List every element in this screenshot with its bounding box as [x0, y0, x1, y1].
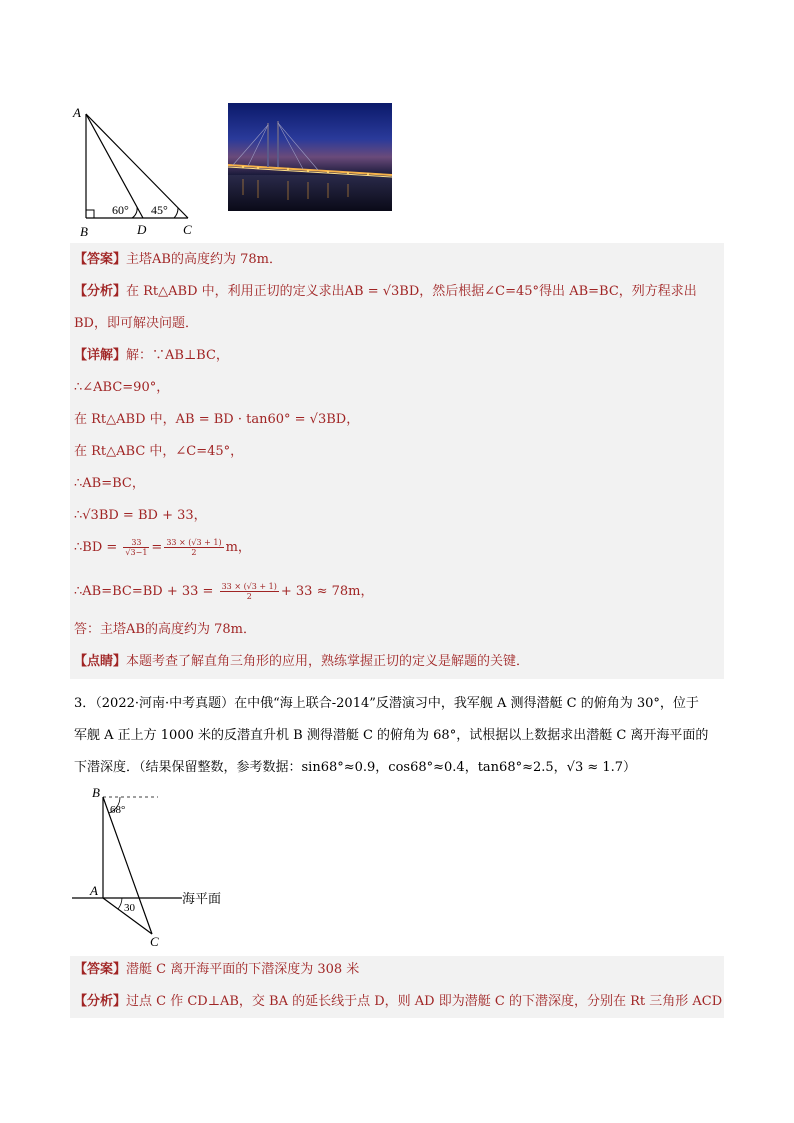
bridge-night-photo — [228, 103, 392, 211]
detail-line-7-post: m， — [225, 540, 251, 555]
triangle-figure-2 — [70, 782, 240, 952]
analysis-line-2: BD，即可解决问题． — [74, 316, 198, 331]
detail-line-2: ∴∠ABC=90°， — [74, 380, 170, 395]
answer-text: 主塔AB的高度约为 78m． — [126, 252, 282, 267]
detail-line-5: ∴AB=BC， — [74, 476, 145, 491]
answer-line-3 — [74, 962, 359, 978]
label-B-2: B — [92, 785, 100, 800]
label-A: A — [73, 105, 81, 120]
detail-line-8 — [74, 582, 373, 601]
triangle-figure-1 — [70, 100, 200, 240]
analysis-line-1 — [74, 284, 697, 300]
answer-tag: 【答案】 — [74, 252, 127, 267]
detail-tag: 【详解】 — [74, 348, 127, 363]
answer-line — [74, 252, 282, 268]
fraction-3 — [220, 582, 279, 601]
angle-30-label: 30 — [124, 902, 135, 914]
angle-68-label: 68° — [110, 804, 126, 816]
detail-line-7-eq: = — [151, 540, 163, 555]
analysis-text-1: 在 Rt△ABD 中，利用正切的定义求出AB = √3BD，然后根据∠C=45°得出 AB=BC，列方程求出 — [126, 284, 697, 299]
answer-text-3: 潜艇 C 离开海平面的下潜深度为 308 米 — [126, 962, 360, 977]
solution-block-1 — [70, 243, 724, 679]
detail-text-1: 解：∵AB⊥BC， — [126, 348, 229, 363]
fraction-3-numerator: 33 × (√3 + 1) — [221, 582, 277, 591]
sea-level-label: 海平面 — [182, 891, 222, 906]
label-C: C — [183, 222, 192, 237]
fraction-2-denominator: 2 — [191, 548, 197, 557]
detail-line-6: ∴√3BD = BD + 33， — [74, 508, 207, 523]
detail-line-7-pre: ∴BD = — [74, 540, 118, 555]
label-D: D — [137, 222, 147, 237]
analysis-tag-3: 【分析】 — [74, 994, 127, 1009]
question-3-line-1: 3．（2022·河南·中考真题）在中俄“海上联合-2014”反潜演习中，我军舰 A 测得潜艇 C 的俯角为 30°，位于 — [74, 696, 699, 711]
fraction-1-denominator: √3−1 — [125, 548, 148, 557]
answer-tag-3: 【答案】 — [74, 962, 127, 977]
angle-60-label: 60° — [112, 203, 129, 217]
question-3-line-3: 下潜深度．（结果保留整数，参考数据：sin68°≈0.9，cos68°≈0.4，tan68°≈2.5，√3 ≈ 1.7） — [74, 760, 637, 775]
analysis-line-3 — [74, 994, 722, 1010]
detail-line-8-post: + 33 ≈ 78m， — [280, 584, 374, 599]
detail-line-3: 在 Rt△ABD 中，AB = BD · tan60° = √3BD， — [74, 412, 360, 427]
fraction-1 — [123, 538, 149, 557]
conclusion-line: 答：主塔AB的高度约为 78m． — [74, 622, 256, 637]
label-B: B — [80, 224, 88, 239]
question-3-line-2: 军舰 A 正上方 1000 米的反潜直升机 B 测得潜艇 C 的俯角为 68°，试根据以上数据求出潜艇 C 离开海平面的 — [74, 728, 709, 743]
detail-line-4: 在 Rt△ABC 中，∠C=45°， — [74, 444, 244, 459]
analysis-tag: 【分析】 — [74, 284, 127, 299]
fraction-1-numerator: 33 — [123, 538, 149, 548]
label-A-2: A — [90, 883, 98, 898]
fraction-3-denominator: 2 — [246, 592, 252, 601]
detail-line-1 — [74, 348, 229, 364]
detail-line-8-pre: ∴AB=BC=BD + 33 = — [74, 584, 214, 599]
detail-line-7 — [74, 538, 251, 557]
comment-tag: 【点睛】 — [74, 654, 127, 669]
analysis-text-3: 过点 C 作 CD⊥AB，交 BA 的延长线于点 D，则 AD 即为潜艇 C 的下潜深度，分别在 Rt 三角形 ACD — [126, 994, 723, 1009]
fraction-2-numerator: 33 × (√3 + 1) — [166, 538, 222, 547]
angle-45-label: 45° — [151, 203, 168, 217]
label-C-2: C — [150, 934, 159, 949]
comment-text: 本题考查了解直角三角形的应用，熟练掌握正切的定义是解题的关键． — [126, 654, 530, 669]
comment-line — [74, 654, 529, 670]
fraction-2 — [164, 538, 223, 557]
